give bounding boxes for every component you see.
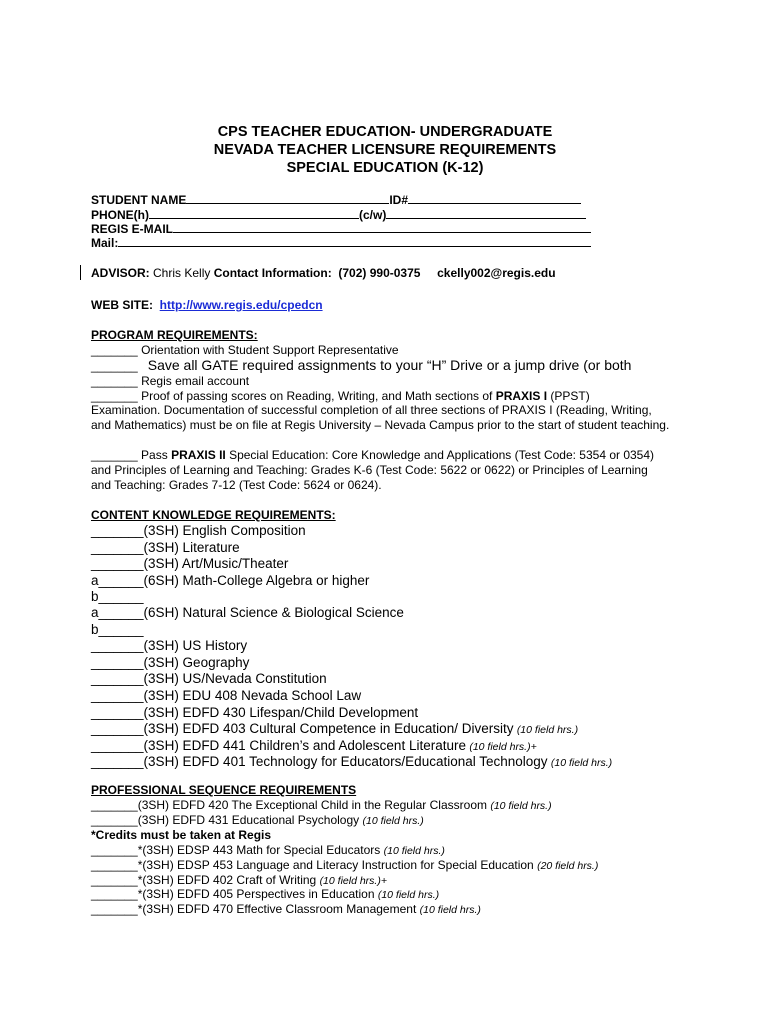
program-requirements-heading: PROGRAM REQUIREMENTS: [91, 328, 258, 342]
phone-home-field[interactable] [149, 207, 359, 219]
praxis2-label: PRAXIS II [171, 448, 226, 462]
website-label: WEB SITE: [91, 298, 153, 312]
advisor-row [91, 266, 556, 280]
checkbox-blank[interactable]: _______ [91, 389, 138, 403]
content-item-label: _______(3SH) EDFD 403 Cultural Competence in Education/ Diversity [91, 721, 514, 736]
field-hours-note: (10 field hrs.) [383, 845, 445, 857]
field-hours-note: (10 field hrs.) [490, 800, 552, 812]
program-item-orientation [91, 343, 399, 357]
praxis1-label: PRAXIS I [495, 389, 548, 403]
id-label: ID# [389, 193, 409, 207]
checkbox-blank[interactable]: _______ [91, 359, 138, 373]
content-item: _______(3SH) English Composition [91, 523, 306, 538]
field-hours-note: (10 field hrs.) [516, 724, 579, 736]
field-hours-note: (10 field hrs.) [377, 889, 440, 901]
content-item: _______(3SH) US/Nevada Constitution [91, 671, 327, 686]
regis-email-label: REGIS E-MAIL [91, 222, 174, 236]
praxis2-pre: _______ Pass [91, 448, 172, 462]
title-line-1: CPS TEACHER EDUCATION- UNDERGRADUATE [217, 124, 553, 140]
program-item-label: Save all GATE required assignments to your “H” Drive or a jump drive (or both [147, 357, 632, 373]
professional-item-label: _______(3SH) EDFD 431 Educational Psychology [91, 813, 360, 827]
content-item-diversity [91, 721, 578, 736]
praxis2-details: Special Education: Core Knowledge and Applications (Test Code: 5354 or 0354) and Principles of Learning and Teaching: Grades K-6 (Test Code: 5622 or 0622) or Principles of Learning and Teaching: Grades 7-12 (Test Code: 5624 or 0624). [91, 448, 655, 492]
content-item: _______(3SH) Geography [91, 655, 250, 670]
content-knowledge-heading: CONTENT KNOWLEDGE REQUIREMENTS: [91, 508, 336, 522]
contact-label: Contact Information: [213, 266, 332, 280]
professional-item-label: _______*(3SH) EDFD 402 Craft of Writing [91, 873, 317, 887]
program-item-gate [91, 357, 631, 373]
id-field[interactable] [408, 192, 581, 204]
checkbox-blank[interactable]: _______ [91, 343, 138, 357]
content-item: _______(3SH) EDFD 430 Lifespan/Child Development [91, 705, 419, 720]
advisor-label: ADVISOR: [91, 266, 150, 280]
student-name-field[interactable] [186, 192, 389, 204]
regis-email-field[interactable] [173, 221, 591, 233]
program-item-label: Regis email account [141, 374, 250, 388]
regis-credits-note: *Credits must be taken at Regis [91, 828, 272, 842]
program-item-praxis1 [91, 389, 590, 403]
professional-item [91, 902, 481, 916]
title-line-3: SPECIAL EDUCATION (K-12) [286, 160, 484, 176]
program-item-praxis2 [91, 448, 671, 493]
content-item-technology [91, 754, 612, 769]
text-cursor [80, 265, 81, 280]
professional-item [91, 858, 598, 872]
program-item-label: Orientation with Student Support Representative [141, 343, 399, 357]
regis-email-row [91, 221, 591, 236]
content-item-label: _______(3SH) EDFD 401 Technology for Educators/Educational Technology [91, 754, 548, 769]
professional-item-label: _______*(3SH) EDSP 443 Math for Special Educators [91, 843, 381, 857]
title-line-2: NEVADA TEACHER LICENSURE REQUIREMENTS [213, 142, 557, 158]
field-hours-note: (10 field hrs.) [419, 904, 481, 916]
phone-cw-field[interactable] [386, 207, 586, 219]
content-item-label: _______(3SH) EDFD 441 Children’s and Adolescent Literature [91, 738, 466, 753]
professional-item [91, 873, 387, 887]
professional-item-label: _______*(3SH) EDFD 470 Effective Classroom Management [91, 902, 417, 916]
website-row [91, 298, 323, 312]
content-item: _______(3SH) Art/Music/Theater [91, 556, 289, 571]
professional-item-label: _______*(3SH) EDFD 405 Perspectives in Education [91, 887, 375, 901]
professional-item [91, 887, 439, 901]
content-item: _______(3SH) US History [91, 638, 248, 653]
content-item: b______ [91, 622, 144, 637]
professional-item [91, 813, 424, 827]
advisor-email: ckelly002@regis.edu [437, 266, 556, 280]
content-item-literature [91, 738, 537, 753]
content-item: a______(6SH) Math-College Algebra or higher [91, 573, 370, 588]
advisor-name: Chris Kelly [153, 266, 211, 280]
content-item: b______ [91, 589, 144, 604]
website-link[interactable]: http://www.regis.edu/cpedcn [159, 298, 323, 312]
mail-label: Mail: [91, 236, 119, 250]
ppst-label: (PPST) [547, 389, 590, 403]
content-item: a______(6SH) Natural Science & Biological Science [91, 605, 404, 620]
professional-item-label: _______(3SH) EDFD 420 The Exceptional Child in the Regular Classroom [91, 798, 487, 812]
professional-item [91, 843, 445, 857]
phone-cw-label: (c/w) [359, 208, 387, 222]
mail-field[interactable] [118, 235, 591, 247]
field-hours-note: (10 field hrs.)+ [469, 741, 537, 753]
content-item: _______(3SH) Literature [91, 540, 240, 555]
program-item-email [91, 374, 249, 388]
student-name-label: STUDENT NAME [91, 193, 187, 207]
professional-item [91, 798, 552, 812]
professional-sequence-heading: PROFESSIONAL SEQUENCE REQUIREMENTS [91, 783, 357, 797]
phone-home-label: PHONE(h) [91, 208, 149, 222]
field-hours-note: (10 field hrs.) [362, 815, 424, 827]
checkbox-blank[interactable]: _______ [91, 374, 138, 388]
field-hours-note: (10 field hrs.) [550, 757, 613, 769]
content-item: _______(3SH) EDU 408 Nevada School Law [91, 688, 362, 703]
field-hours-note: (20 field hrs.) [537, 860, 599, 872]
professional-item-label: _______*(3SH) EDSP 453 Language and Literacy Instruction for Special Education [91, 858, 534, 872]
student-name-row [91, 192, 581, 207]
advisor-phone: (702) 990-0375 [338, 266, 421, 280]
phone-row [91, 207, 586, 222]
mail-row [91, 235, 591, 250]
praxis1-details: Examination. Documentation of successful completion of all three sections of PRAXIS I (Reading, Writing, and Mathematics) must be on file at Regis University – Nevada Campus prior to the start of student teaching. [91, 403, 670, 432]
field-hours-note: (10 field hrs.)+ [319, 875, 387, 887]
program-item-label: Proof of passing scores on Reading, Writing, and Math sections of [141, 389, 496, 403]
